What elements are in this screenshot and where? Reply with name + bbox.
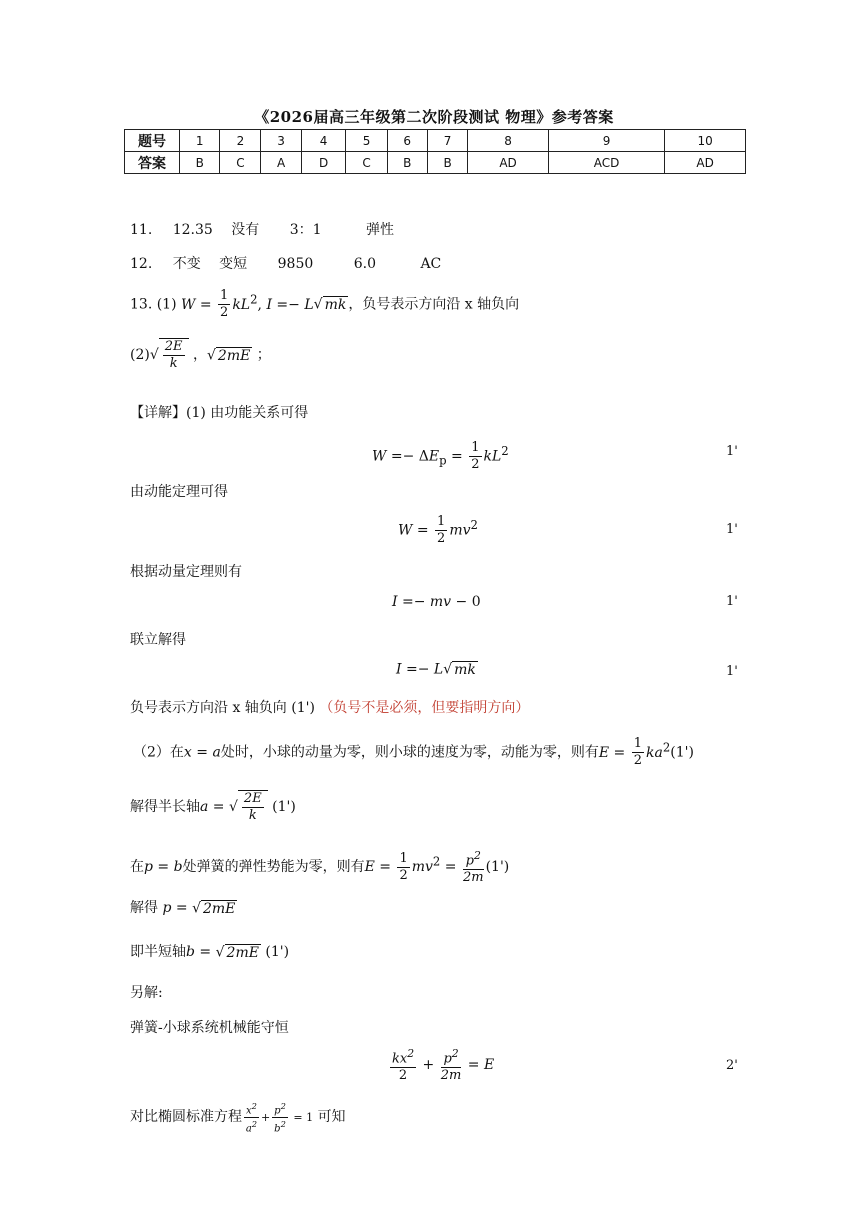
q13-number: 13.: [130, 296, 153, 313]
q11-number: 11.: [130, 222, 153, 238]
part2-formula: E = $\frac{1}{2}$ $ka^2$: [598, 736, 671, 768]
equation-energy-conservation: $\frac{kx^2}{2}$ + $\frac{p^2}{2m}$ = E: [392, 1047, 495, 1084]
table-cell-number: 10: [665, 130, 746, 152]
q13-part2: [130, 338, 271, 372]
equation-kinetic: W = $\frac{1}{2}$ $mv^2$: [398, 514, 478, 546]
table-cell-number: 1: [180, 130, 220, 152]
step-13-text-a: 对比椭圆标准方程: [130, 1108, 242, 1125]
table-cell-answer: C: [346, 152, 387, 174]
detail-step-13: 对比椭圆标准方程 $\frac{x^2}{a^2}$ + $\frac{p^2}{b^2}$ = 1 可知: [130, 1101, 346, 1135]
q11-answer-2: 没有: [231, 222, 260, 238]
table-row-answers: [125, 152, 746, 174]
step-7-score: (1'): [272, 799, 296, 815]
part2-text-b: 处时，小球的动量为零，则小球的速度为零，动能为零，则有: [220, 744, 599, 761]
answer-table: [124, 129, 746, 174]
detail-step-5-note: （负号不是必须，但要指明方向）: [319, 700, 530, 716]
table-cell-number: 7: [427, 130, 467, 152]
step-10-text: 即半短轴: [130, 944, 186, 960]
q12-answer-4: 6.0: [353, 256, 376, 272]
detail-step-2: 由动能定理可得: [130, 484, 228, 500]
table-cell-answer: C: [220, 152, 261, 174]
q11-answer-3: 3：1: [289, 222, 322, 238]
part2-text-a: （2）在: [133, 744, 184, 761]
q12-answer-3: 9850: [277, 256, 314, 272]
step-8-score: (1'): [485, 859, 510, 876]
table-cell-number: 2: [220, 130, 261, 152]
step-8-text-b: 处弹簧的弹性势能为零，则有: [182, 859, 365, 876]
q11-answer-4: 弹性: [366, 222, 394, 238]
table-row-numbers: [125, 130, 746, 152]
detail-step-8: 在p = b处弹簧的弹性势能为零，则有E = $\frac{1}{2}$ $mv^2$ = $\frac{p^2}{2m}$ (1'): [130, 849, 510, 886]
detail-step-4: 联立解得: [130, 632, 186, 648]
table-header-answer: 答案: [125, 152, 180, 174]
table-cell-number: 4: [301, 130, 346, 152]
table-header-number: 题号: [125, 130, 180, 152]
table-cell-answer: A: [261, 152, 301, 174]
table-cell-number: 9: [548, 130, 664, 152]
q13-part1-label: (1): [156, 296, 177, 313]
equation-impulse: I =− L√ mk: [396, 661, 476, 678]
q13-part1-formula: W = $\frac{1}{2}$ $kL^2$, I =− L√ mk: [181, 288, 347, 320]
part2-score: (1'): [670, 744, 694, 761]
step-7-text: 解得半长轴: [130, 799, 200, 815]
score-mark-4: 1': [726, 664, 738, 679]
detail-step-3: 根据动量定理则有: [130, 564, 242, 580]
step-13-text-b: 可知: [317, 1108, 346, 1125]
table-cell-number: 3: [261, 130, 301, 152]
detail-step-5: [130, 697, 529, 717]
detail-step-12: 弹簧-小球系统机械能守恒: [130, 1020, 289, 1036]
page-title: 《2026届高三年级第二次阶段测试 物理》参考答案: [254, 108, 614, 126]
score-mark-3: 1': [726, 594, 738, 609]
equation-work-energy: $W =- \Delta E_p$ = $\frac{1}{2}$ $kL^2$: [372, 440, 509, 472]
table-cell-number: 5: [346, 130, 387, 152]
detail-step-9: 解得 p = √ 2mE: [130, 900, 236, 917]
table-cell-number: 6: [387, 130, 427, 152]
q11-answer-1: 12.35: [172, 222, 213, 238]
q12-number: 12.: [130, 256, 153, 272]
q13-part2-formula: √ $\frac{2E}{k}$ ，√ 2mE ；: [149, 339, 271, 371]
detail-part2-intro: （2）在x = a处时，小球的动量为零，则小球的速度为零，动能为零，则有E = $\frac{1}{2}$ $ka^2(1')$: [133, 736, 694, 768]
table-cell-answer: B: [387, 152, 427, 174]
score-mark-2: 1': [726, 522, 738, 537]
equation-momentum: I =− mv − 0: [392, 594, 481, 610]
detail-alt-solution: 另解:: [130, 985, 163, 1001]
q13-part2-label: (2): [130, 347, 150, 363]
step-8-text-a: 在: [130, 859, 144, 876]
q12-line: [130, 253, 441, 273]
q13-part1: [130, 288, 519, 321]
score-mark-5: 2': [726, 1058, 738, 1073]
score-mark-1: 1': [726, 444, 738, 459]
q12-answer-1: 不变: [172, 256, 201, 272]
q13-part1-text: ，负号表示方向沿 x 轴负向: [348, 296, 520, 313]
table-cell-number: 8: [468, 130, 549, 152]
detail-step-7: 解得半长轴a = √ $\frac{2E}{k}$ (1'): [130, 791, 296, 823]
table-cell-answer: B: [180, 152, 220, 174]
table-cell-answer: AD: [665, 152, 746, 174]
table-cell-answer: B: [427, 152, 467, 174]
step-9-text: 解得: [130, 900, 158, 916]
step-10-score: (1'): [265, 944, 290, 960]
table-cell-answer: ACD: [548, 152, 664, 174]
q12-answer-5: AC: [420, 256, 442, 272]
detail-step-5-text: 负号表示方向沿 x 轴负向 (1'): [130, 700, 315, 716]
table-cell-answer: D: [301, 152, 346, 174]
detail-step-10: 即半短轴b = √ 2mE (1'): [130, 944, 290, 961]
detail-header: 【详解】(1) 由功能关系可得: [130, 405, 309, 421]
q12-answer-2: 变短: [219, 256, 248, 272]
q11-line: [130, 219, 394, 239]
table-cell-answer: AD: [468, 152, 549, 174]
